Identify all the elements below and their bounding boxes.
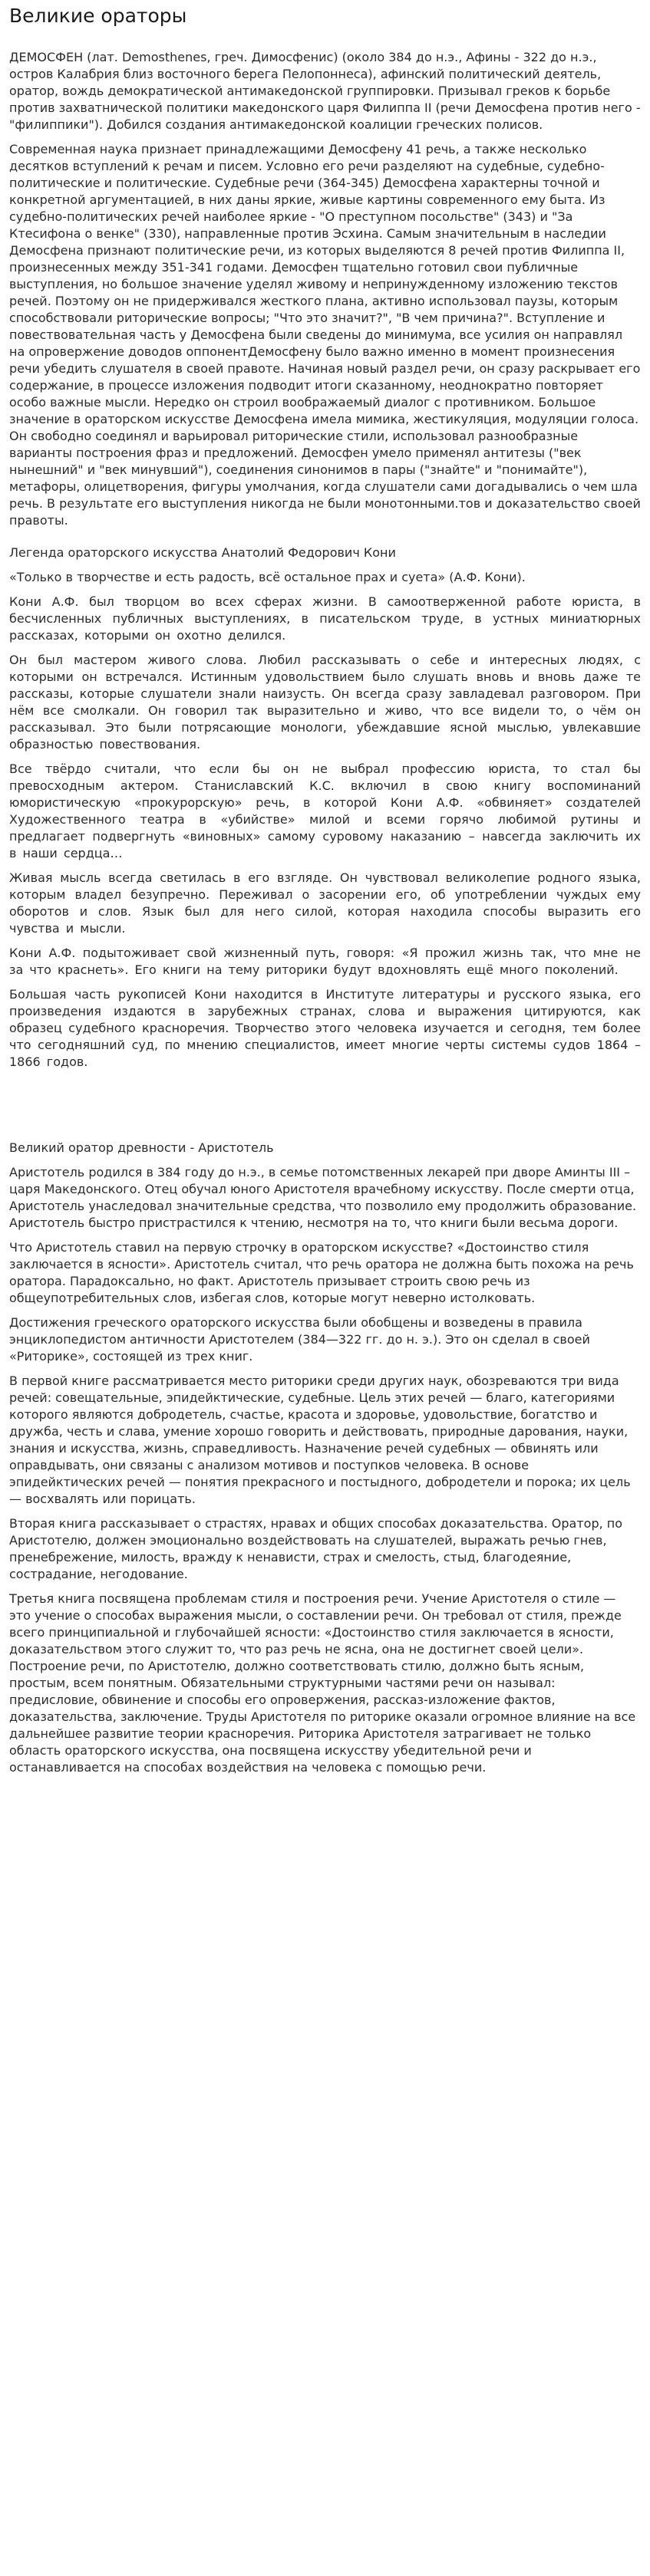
koni-section [9,544,641,1071]
aristotle-heading: Великий оратор древности - Аристотель [9,1140,274,1155]
koni-paragraph-3: Все твёрдо считали, что если бы он не выбрал профессию юриста, то стал бы превосходным актером. Станиславский К.С. включил в свою книгу воспоминаний юмористическую «прокурорскую» речь, в которой Кони А.Ф. «обвиняет» создателей Художественного театра в «убийстве» милой и всеми горячо любимой рутины и предлагает подвергнуть «виновных» самому суровому наказанию – навсегда заключить их в наши сердца… [9,762,641,860]
koni-quote: «Только в творчестве и есть радость, всё остальное прах и суета» (А.Ф. Кони). [9,570,526,584]
demosthenes-section [9,49,641,529]
page-title: Великие ораторы [9,5,187,27]
aristotle-paragraph-5: Вторая книга рассказывает о страстях, нравах и общих способах доказательства. Оратор, по Аристотелю, должен эмоционально воздействовать на слушателей, выражать речью гнев, пренебрежение, милость, вражду к ненависти, страх и смелость, стыд, благодеяние, сострадание, негодование. [9,1516,623,1581]
koni-paragraph-2: Он был мастером живого слова. Любил рассказывать о себе и интересных людях, с которыми он встречался. Истинным удовольствием было слушать вновь и вновь даже те рассказы, которые слушатели знали наизусть. Он всегда сразу завладевал разговором. При нём все смолкали. Он говорил так выразительно и живо, что все видели то, о чём он рассказывал. Это были потрясающие монологи, убеждавшие ясной мыслью, увлекавшие образностью повествования. [9,653,641,752]
koni-paragraph-5: Кони А.Ф. подытоживает свой жизненный путь, говоря: «Я прожил жизнь так, что мне не за что краснеть». Его книги на тему риторики будут вдохновлять ещё много поколений. [9,946,641,977]
aristotle-paragraph-1: Аристотель родился в 384 году до н.э., в семье потомственных лекарей при дворе Аминты III – царя Македонского. Отец обучал юного Аристотеля врачебному искусству. После смерти отца, Аристотель унаследовал значительные средства, что позволило ему продолжить образование. Аристотель быстро пристрастился к чтению, несмотря на то, что книги были весьма дороги. [9,1165,637,1230]
aristotle-paragraph-3: Достижения греческого ораторского искусства были обобщены и возведены в правила энциклопедистом античности Аристотелем (384—322 гг. до н. э.). Это он сделал в своей «Риторике», состоящей из трех книг. [9,1315,590,1364]
koni-paragraph-6: Большая часть рукописей Кони находится в Институте литературы и русского языка, его произведения издаются в зарубежных странах, слова и выражения цитируются, как образец судебного красноречия. Творчество этого человека изучается и сегодня, тем более что сегодняшний суд, по мнению специалистов, имеет многие черты системы судов 1864 – 1866 годов. [9,987,641,1069]
koni-paragraph-1: Кони А.Ф. был творцом во всех сферах жизни. В самоотверженной работе юриста, в бесчисленных публичных выступлениях, в писательском труде, в устных миниатюрных рассказах, которыми он охотно делился. [9,594,641,643]
aristotle-paragraph-2: Что Аристотель ставил на первую строчку в ораторском искусстве? «Достоинство стиля заключается в ясности». Аристотель считал, что речь оратора не должна быть похожа на речь оратора. Парадоксально, но факт. Аристотель призывает строить свою речь из общеупотребительных слов, избегая слов, которые могут неверно истолковать. [9,1240,634,1305]
demosthenes-paragraph-1: ДЕМОСФЕН (лат. Demosthenes, греч. Димосфенис) (около 384 до н.э., Афины - 322 до н.э., остров Калабрия близ восточного берега Пелопоннеса), афинский политический деятель, оратор, вождь демократической антимакедонской группировки. Призывал греков к борьбе против захватнической политики македонского царя Филиппа II (речи Демосфена против него - "филиппики"). Добился создания антимакедонской коалиции греческих полисов. [9,50,641,132]
demosthenes-paragraph-2: Современная наука признает принадлежащими Демосфену 41 речь, а также несколько десятков вступлений к речам и писем. Условно его речи разделяют на судебные, судебно-политические и политические. Судебные речи (364-345) Демосфена характерны точной и конкретной аргументацией, в них даны яркие, живые картины современного ему быта. Из судебно-политических речей наиболее яркие - "О преступном посольстве" (343) и "За Ктесифона о венке" (330), направленные против Эсхина. Самым значительным в наследии Демосфена признают политические речи, из которых выделяются 8 речей против Филиппа II, произнесенных между 351-341 годами. Демосфен тщательно готовил свои публичные выступления, но большое значение уделял живому и непринужденному изложению текстов речей. Поэтому он не придерживался жесткого плана, активно использовал паузы, которым способствовали риторические вопросы; "Что это значит?", "В чем причина?". Вступление и повествовательная часть у Демосфена были сведены до минимума, все усилия он направлял на опровержение доводов оппонентДемосфену было важно именно в момент произнесения речи убедить слушателя в своей правоте. Начиная новый раздел речи, он сразу раскрывает его содержание, в процессе изложения подводит итоги сказанному, неоднократно повторяет особо важные мысли. Нередко он строил воображаемый диалог с противником. Большое значение в ораторском искусстве Демосфена имела мимика, жестикуляция, модуляции голоса. Он свободно соединял и варьировал риторические стили, использовал разнообразные варианты построения фраз и предложений. Демосфен умело применял антитезы ("век нынешний" и "век минувший"), соединения синонимов в пары ("знайте" и "понимайте"), метафоры, олицетворения, фигуры умолчания, когда слушатели сами догадывались о чем шла речь. В результате его выступления никогда не были монотонными.тов и доказательство своей правоты. [9,142,641,528]
koni-paragraph-4: Живая мысль всегда светилась в его взгляде. Он чувствовал великолепие родного языка, которым владел безупречно. Переживал о засорении его, об употреблении чуждых ему оборотов и слов. Язык был для него силой, которая находила способы выразить его чувства и мысли. [9,870,641,936]
koni-heading: Легенда ораторского искусства Анатолий Федорович Кони [9,545,396,560]
aristotle-paragraph-6: Третья книга посвящена проблемам стиля и построения речи. Учение Аристотеля о стиле — это учение о способах выражения мысли, о составлении речи. Он требовал от стиля, прежде всего принципиальной и глубочайшей ясности: «Достоинство стиля заключается в ясности, доказательством этого служит то, что раз речь не ясна, она не достигнет своей цели». Построение речи, по Аристотелю, должно соответствовать стилю, должно быть ясным, простым, всем понятным. Обязательными структурными частями речи он называл: предисловие, обвинение и способы его опровержения, рассказ-изложение фактов, доказательства, заключение. Труды Аристотеля по риторике оказали огромное влияние на все дальнейшее развитие теории красноречия. Риторика Аристотеля затрагивает не только область ораторского искусства, она посвящена искусству убедительной речи и останавливается на способах воздействия на человека с помощью речи. [9,1591,636,1775]
aristotle-section [9,1140,641,1776]
aristotle-paragraph-4: В первой книге рассматривается место риторики среди других наук, обозреваются три вида речей: совещательные, эпидейктические, судебные. Цель этих речей — благо, категориями которого являются добродетель, счастье, красота и здоровье, удовольствие, богатство и дружба, честь и слава, умение хорошо говорить и действовать, природные дарования, науки, знания и искусства, жизнь, справедливость. Назначение речей судебных — обвинять или оправдывать, они связаны с анализом мотивов и поступков человека. В основе эпидейктических речей — понятия прекрасного и постыдного, добродетели и порока; их цель — восхвалять или порицать. [9,1374,631,1506]
